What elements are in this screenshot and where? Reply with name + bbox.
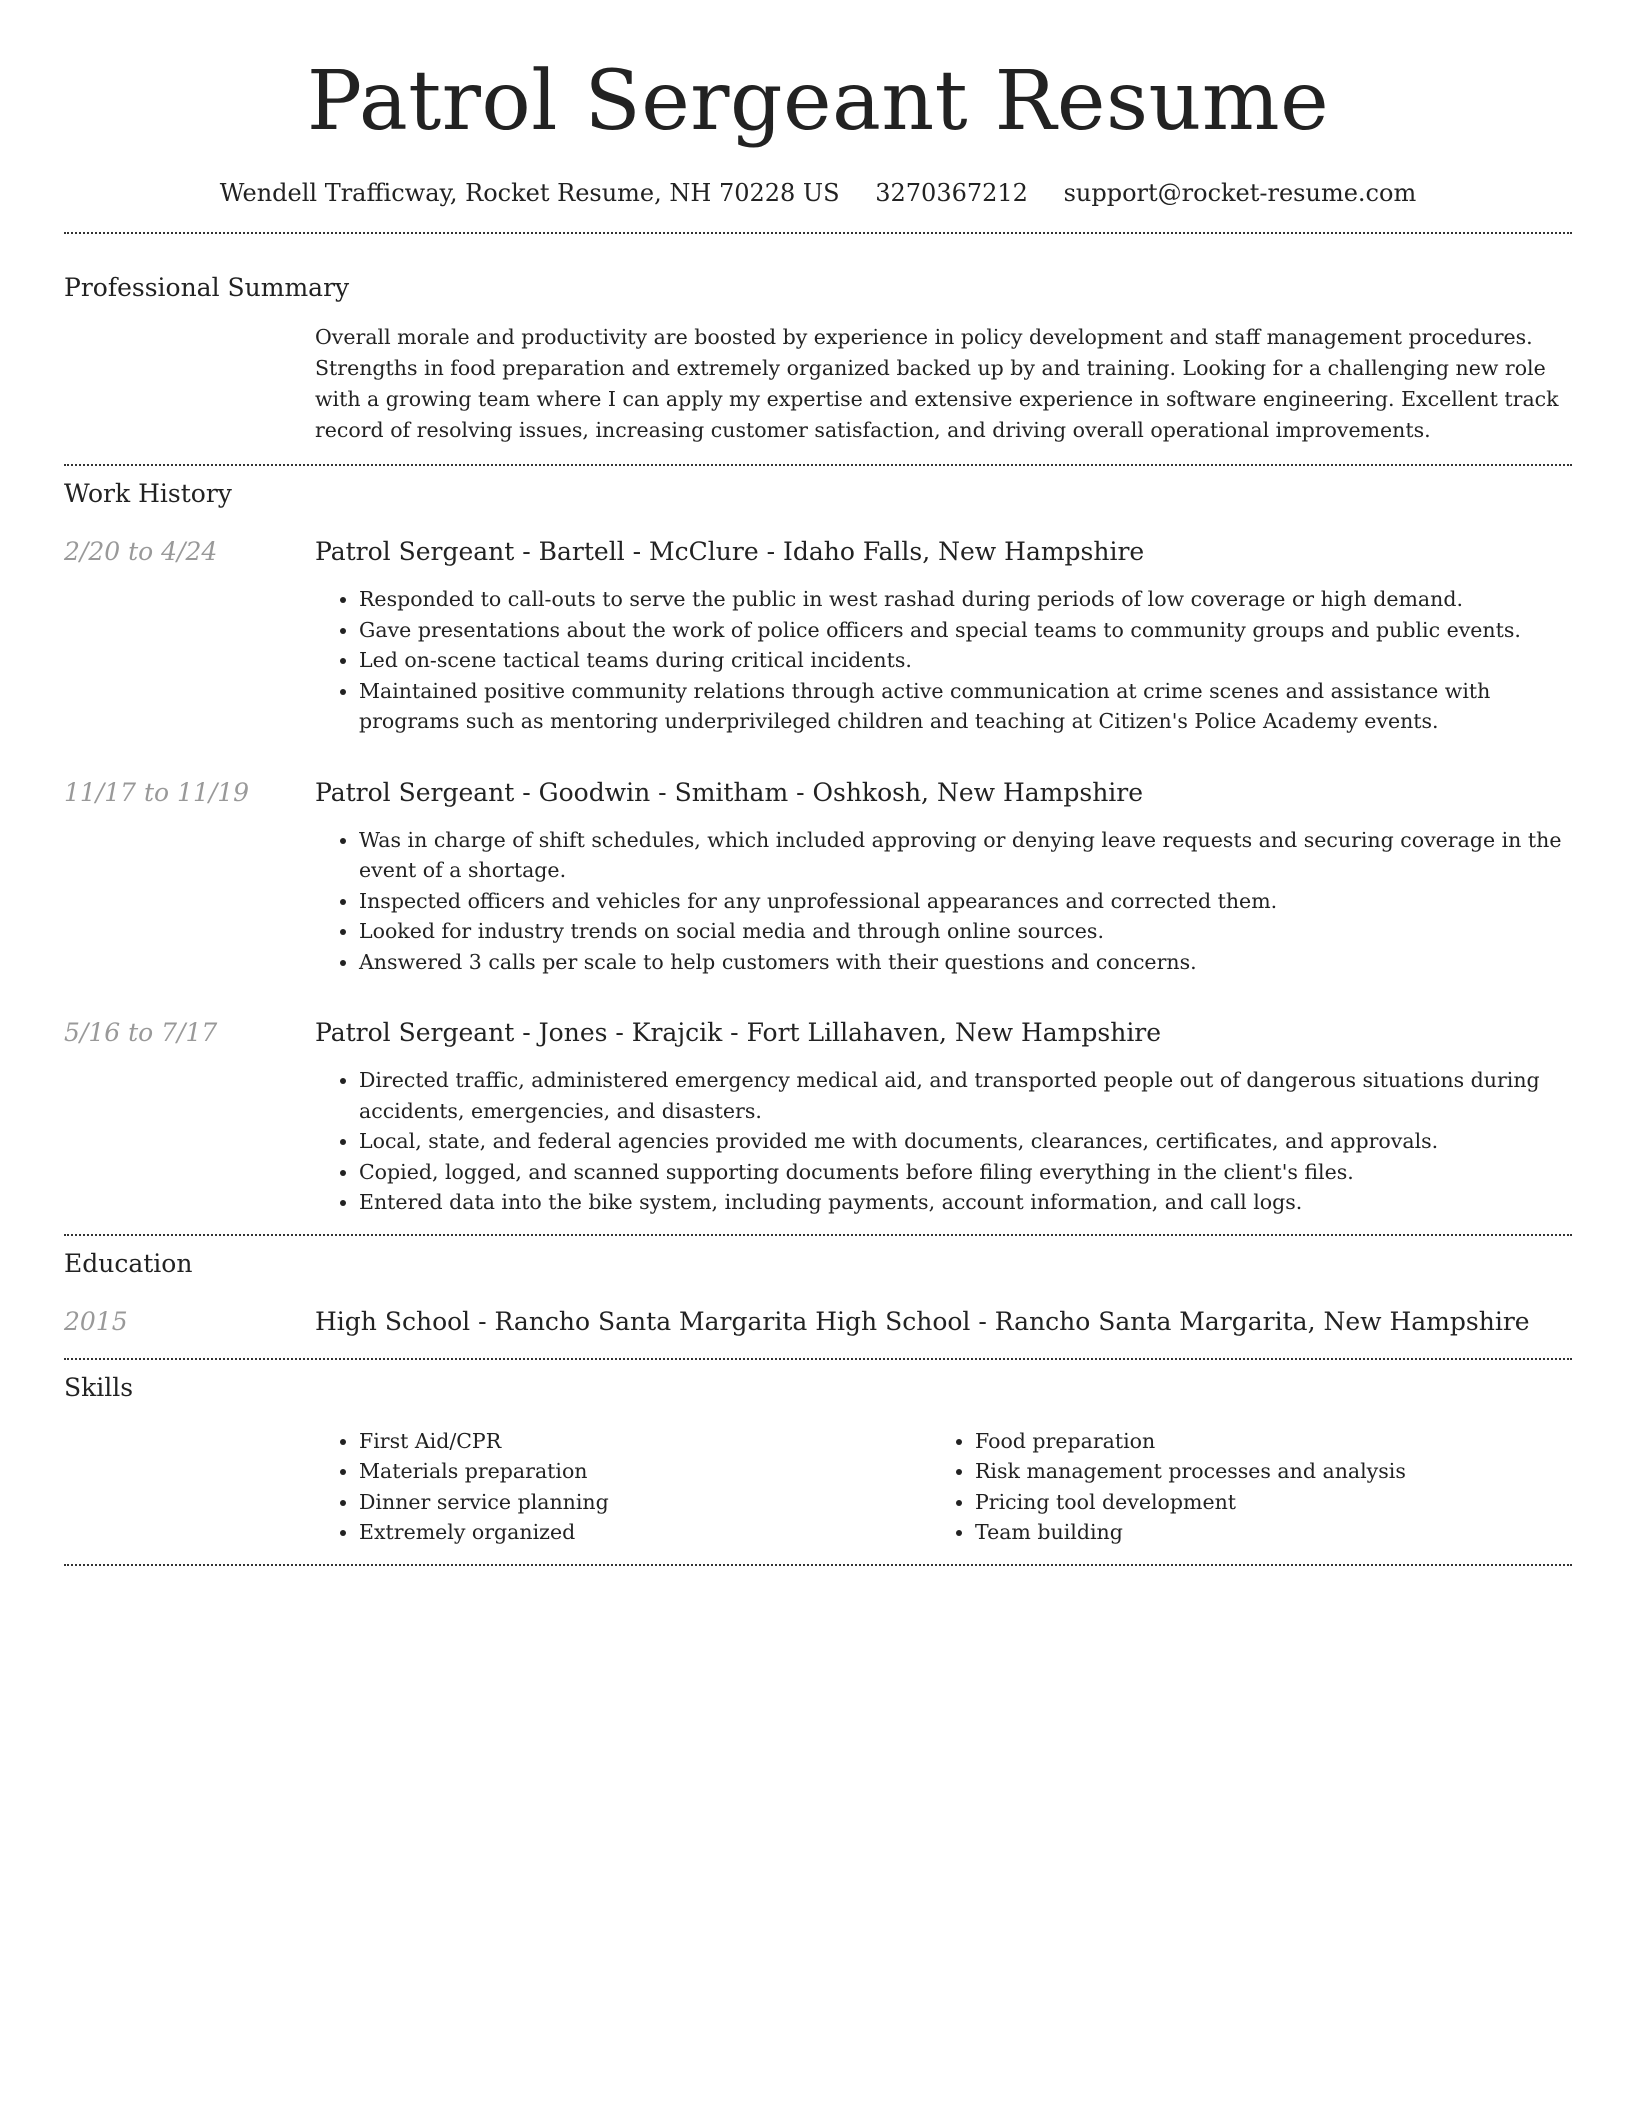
section-divider	[64, 1358, 1572, 1360]
list-item: • Looked for industry trends on social media and through online sources.	[359, 916, 1572, 947]
contact-email: support@rocket-resume.com	[1063, 179, 1417, 207]
section-divider	[64, 232, 1572, 234]
summary-text: Overall morale and productivity are boosted by experience in policy development and staff management procedures. Strengths in food preparation and extremely organized backed up by and training. Looking for a challenging new role with a growing team where I can apply my expertise and extensive experience in software engineering. Excellent track record of resolving issues, increasing customer satisfaction, and driving overall operational improvements.	[315, 325, 1559, 442]
work-history-heading: Work History	[64, 479, 232, 508]
contact-phone: 3270367212	[875, 179, 1028, 207]
list-item: • Inspected officers and vehicles for any unprofessional appearances and corrected them.	[359, 886, 1572, 917]
list-item: • Copied, logged, and scanned supporting documents before filing everything in the client's files.	[359, 1157, 1572, 1188]
skill-item: • Risk management processes and analysis	[975, 1456, 1547, 1487]
resume-title: Patrol Sergeant Resume	[306, 54, 1330, 149]
list-item: • Entered data into the bike system, including payments, account information, and call logs.	[359, 1187, 1572, 1218]
list-item: • Maintained positive community relations through active communication at crime scenes and assistance with programs such as mentoring underprivileged children and teaching at Citizen's Police Academy events.	[359, 676, 1572, 737]
job-dates: 2/20 to 4/24	[64, 537, 218, 566]
list-item: • Responded to call-outs to serve the public in west rashad during periods of low coverage or high demand.	[359, 584, 1572, 615]
job-bullets	[315, 584, 1572, 737]
job-dates: 11/17 to 11/19	[64, 777, 250, 807]
education-heading: Education	[64, 1248, 193, 1278]
list-item: • Led on-scene tactical teams during critical incidents.	[359, 645, 1572, 676]
list-item: • Was in charge of shift schedules, which included approving or denying leave requests and securing coverage in the event of a shortage.	[359, 825, 1572, 886]
job-dates: 5/16 to 7/17	[64, 1018, 218, 1047]
job-title: Patrol Sergeant - Bartell - McClure - Idaho Falls, New Hampshire	[315, 537, 1145, 566]
list-item: • Local, state, and federal agencies provided me with documents, clearances, certificates, and approvals.	[359, 1126, 1572, 1157]
summary-row	[64, 322, 1572, 446]
skills-list-left	[315, 1426, 931, 1548]
education-year: 2015	[64, 1306, 128, 1336]
job-entry	[64, 536, 1572, 737]
summary-heading: Professional Summary	[64, 273, 350, 302]
job-title: Patrol Sergeant - Jones - Krajcik - Fort Lillahaven, New Hampshire	[315, 1018, 1162, 1047]
skills-row	[64, 1426, 1572, 1548]
job-bullets	[315, 825, 1572, 978]
section-divider	[64, 464, 1572, 466]
education-title: High School - Rancho Santa Margarita High School - Rancho Santa Margarita, New Hampshire	[315, 1306, 1530, 1336]
skill-item: • Dinner service planning	[359, 1487, 931, 1518]
skills-list-right	[931, 1426, 1547, 1548]
education-entry	[64, 1306, 1572, 1338]
list-item: • Directed traffic, administered emergency medical aid, and transported people out of dangerous situations during accidents, emergencies, and disasters.	[359, 1065, 1572, 1126]
job-bullets	[315, 1065, 1572, 1218]
skills-heading: Skills	[64, 1372, 134, 1402]
section-divider	[64, 1564, 1572, 1566]
skill-item: • Extremely organized	[359, 1517, 931, 1548]
list-item: • Gave presentations about the work of police officers and special teams to community groups and public events.	[359, 615, 1572, 646]
resume-page	[64, 0, 1572, 1566]
list-item: • Answered 3 calls per scale to help customers with their questions and concerns.	[359, 947, 1572, 978]
job-entry	[64, 777, 1572, 978]
skill-item: • First Aid/CPR	[359, 1426, 931, 1457]
skill-item: • Team building	[975, 1517, 1547, 1548]
skill-item: • Materials preparation	[359, 1456, 931, 1487]
job-entry	[64, 1017, 1572, 1218]
contact-address: Wendell Trafficway, Rocket Resume, NH 70228 US	[219, 179, 840, 207]
contact-line	[64, 178, 1572, 208]
skill-item: • Pricing tool development	[975, 1487, 1547, 1518]
section-divider	[64, 1234, 1572, 1236]
job-title: Patrol Sergeant - Goodwin - Smitham - Oshkosh, New Hampshire	[315, 777, 1144, 807]
skill-item: • Food preparation	[975, 1426, 1547, 1457]
